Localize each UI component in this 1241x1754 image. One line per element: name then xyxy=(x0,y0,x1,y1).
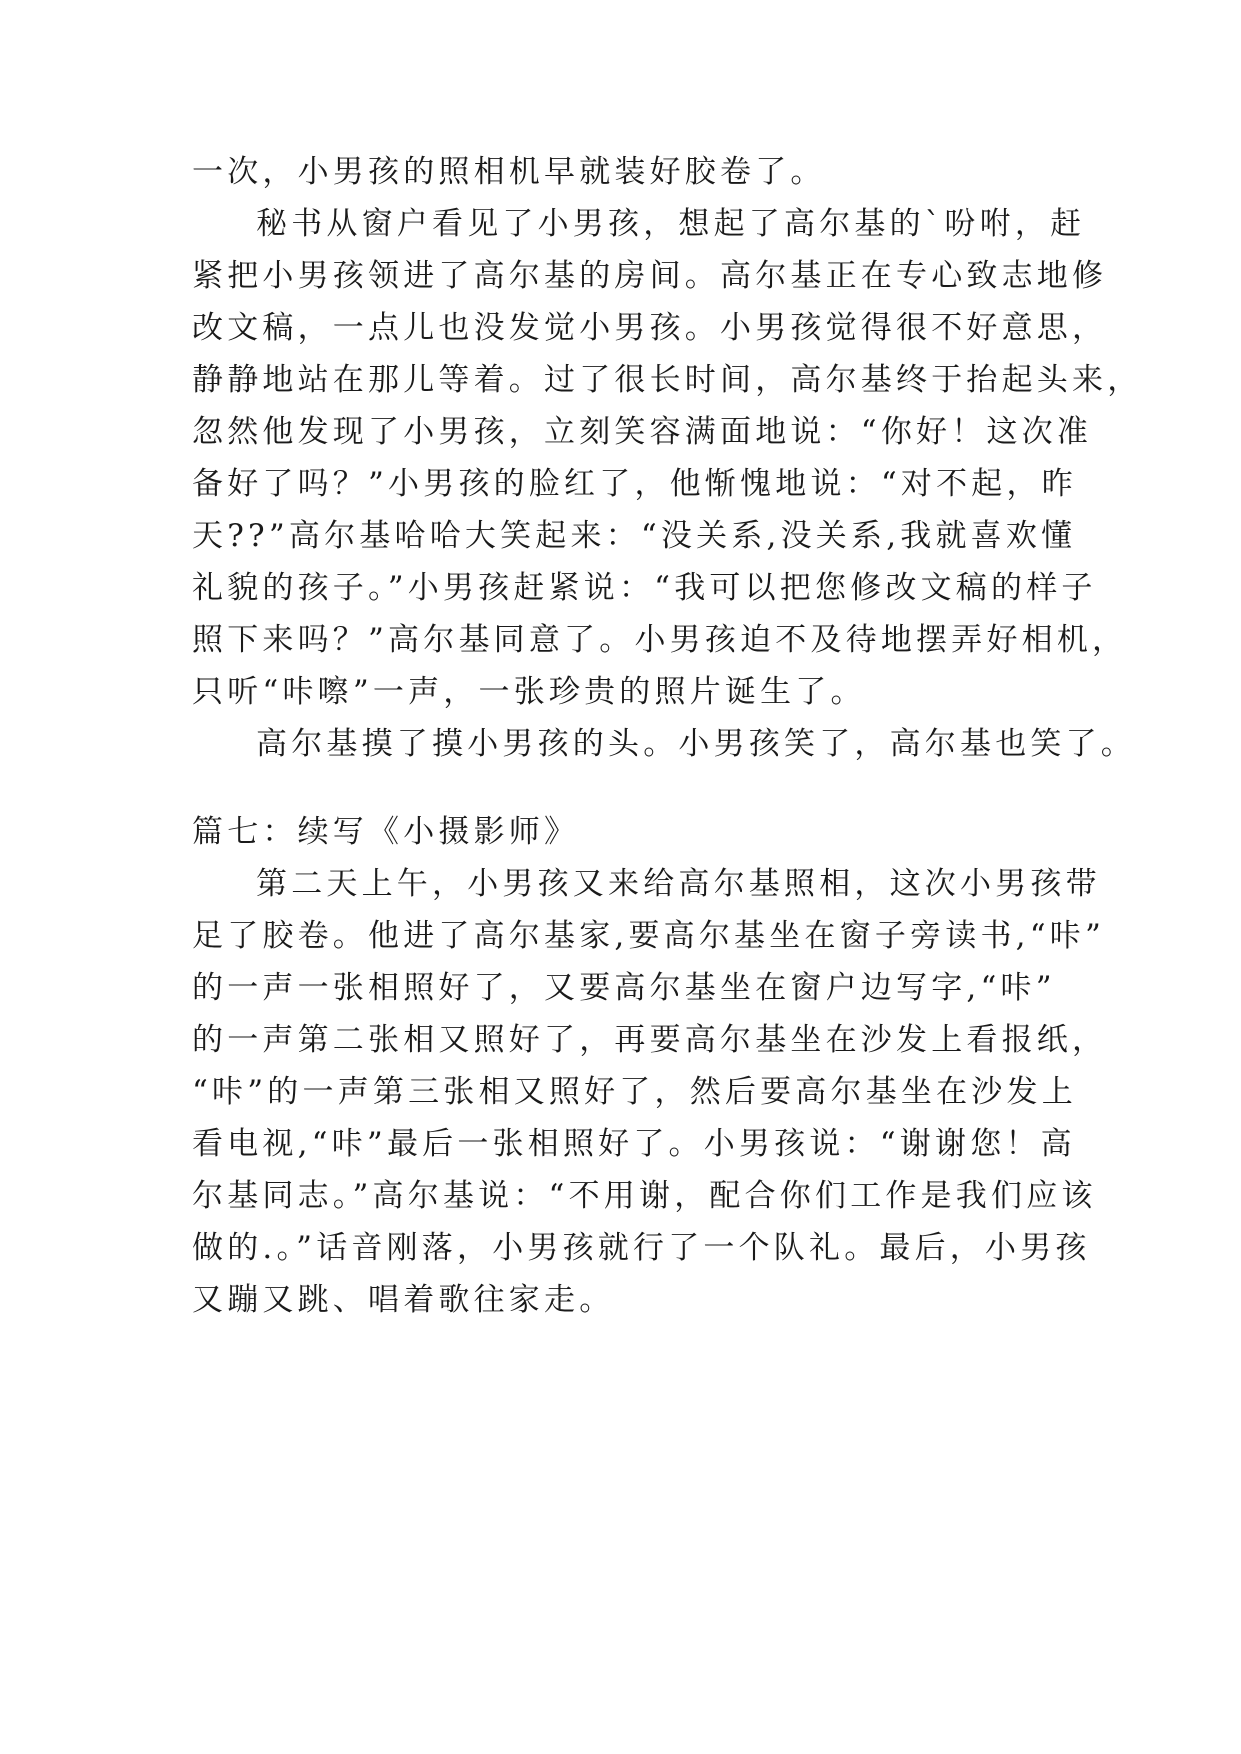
text-line: 又蹦又跳、唱着歌往家走。 xyxy=(192,1282,615,1318)
text-line: 尔基同志。”高尔基说：“不用谢，配合你们工作是我们应该 xyxy=(192,1178,1097,1214)
text-line: 的一声第二张相又照好了，再要高尔基坐在沙发上看报纸， xyxy=(192,1022,1108,1058)
text-line: 天??”高尔基哈哈大笑起来：“没关系,没关系,我就喜欢懂 xyxy=(192,518,1077,554)
text-line: 一次，小男孩的照相机早就装好胶卷了。 xyxy=(192,154,826,190)
text-line: 备好了吗？”小男孩的脸红了，他惭愧地说：“对不起，昨 xyxy=(192,466,1077,502)
text-line: 紧把小男孩领进了高尔基的房间。高尔基正在专心致志地修 xyxy=(192,258,1108,294)
paragraph-first-line: 秘书从窗户看见了小男孩，想起了高尔基的`吩咐，赶 xyxy=(256,206,1086,242)
text-line: 的一声一张相照好了，又要高尔基坐在窗户边写字,“咔” xyxy=(192,970,1056,1006)
text-line: 看电视,“咔”最后一张相照好了。小男孩说：“谢谢您！高 xyxy=(192,1126,1076,1162)
text-line: 做的.。”话音刚落，小男孩就行了一个队礼。最后，小男孩 xyxy=(192,1230,1091,1266)
text-line: 改文稿，一点儿也没发觉小男孩。小男孩觉得很不好意思， xyxy=(192,310,1108,346)
text-line: “咔”的一声第三张相又照好了，然后要高尔基坐在沙发上 xyxy=(192,1074,1077,1110)
paragraph-first-line: 高尔基摸了摸小男孩的头。小男孩笑了，高尔基也笑了。 xyxy=(256,726,1136,762)
text-line: 礼貌的孩子。”小男孩赶紧说：“我可以把您修改文稿的样子 xyxy=(192,570,1097,606)
text-line: 只听“咔嚓”一声，一张珍贵的照片诞生了。 xyxy=(192,674,866,710)
text-line: 静静地站在那儿等着。过了很长时间，高尔基终于抬起头来， xyxy=(192,362,1143,398)
text-line: 照下来吗？”高尔基同意了。小男孩迫不及待地摆弄好相机， xyxy=(192,622,1128,658)
text-line: 忽然他发现了小男孩，立刻笑容满面地说：“你好！这次准 xyxy=(192,414,1093,450)
text-line: 足了胶卷。他进了高尔基家,要高尔基坐在窗子旁读书,“咔” xyxy=(192,918,1106,954)
paragraph-first-line: 第二天上午，小男孩又来给高尔基照相，这次小男孩带 xyxy=(256,866,1101,902)
section-heading: 篇七：续写《小摄影师》 xyxy=(192,814,580,850)
